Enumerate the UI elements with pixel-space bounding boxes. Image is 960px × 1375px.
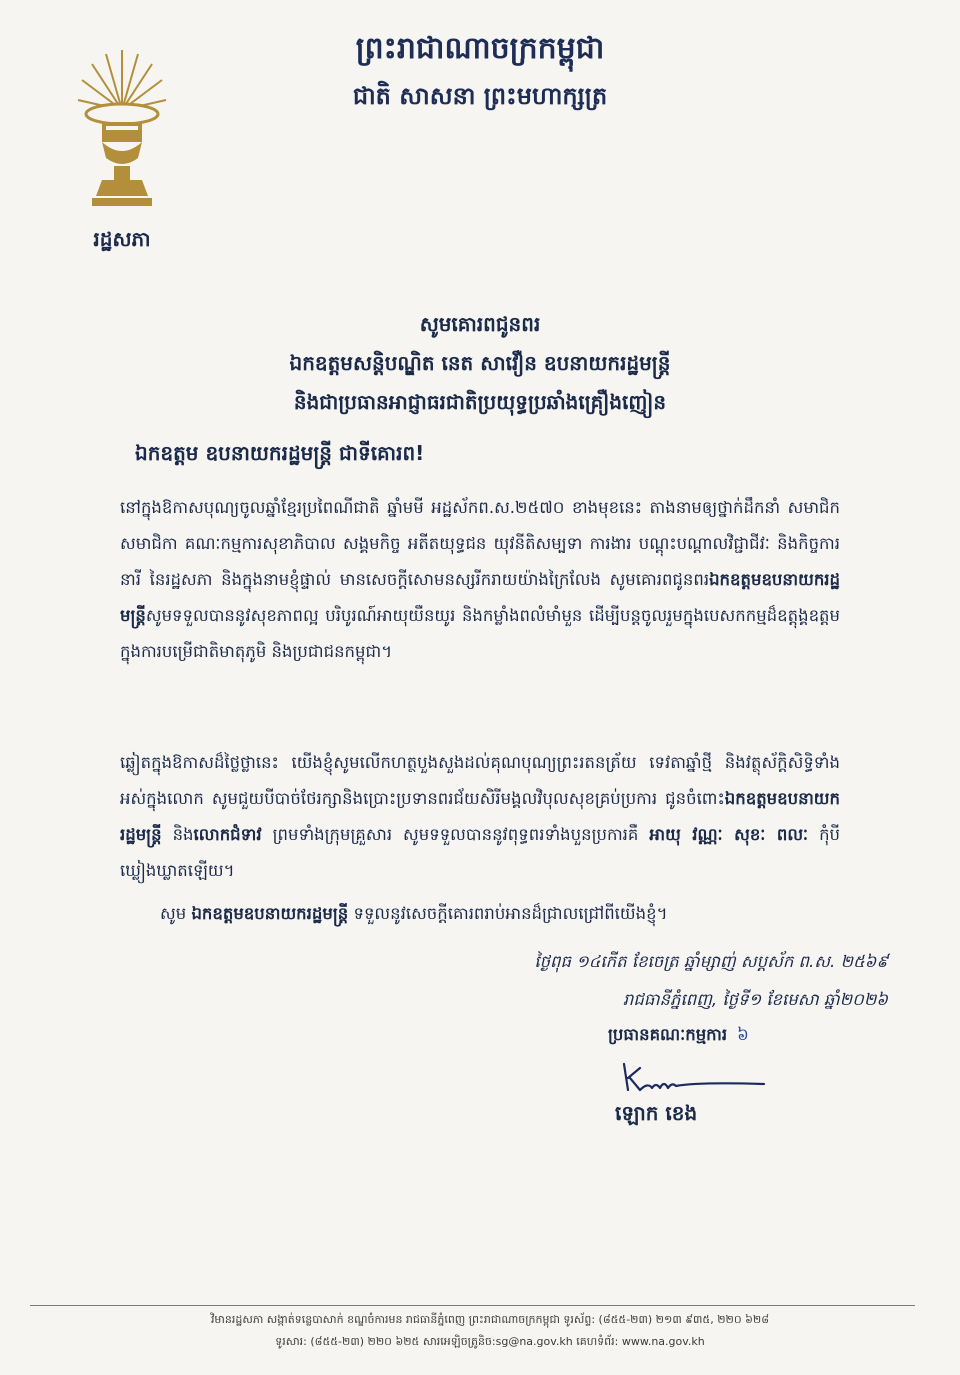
institution-name: រដ្ឋសភា bbox=[93, 227, 151, 251]
closing-line bbox=[160, 896, 860, 932]
p1-text-a: នៅក្នុងឱកាសបុណ្យចូលឆ្នាំខ្មែរប្រពៃណីជាតិ ឆ្នាំមមី អដ្ឋស័កព.ស.២៥៧០ ខាងមុខនេះ តាងនាមឲ្យថ្នាក់ដឹកនាំ សមាជិក សមាជិកា គណៈកម្មការសុខាភិបាល សង្គមកិច្ច អតីតយុទ្ធជន យុវនីតិសម្បទា ការងារ បណ្តុះបណ្តាលវិជ្ជាជីវៈ និងកិច្ចការនារី នៃរដ្ឋសភា និងក្នុងនាមខ្ញុំផ្ទាល់ មានសេចក្តីសោមនស្សរីករាយយ៉ាងក្រៃលែង សូមគោរពជូនពរ bbox=[120, 498, 840, 589]
footer-address: វិមានរដ្ឋសភា សង្កាត់ទន្លេបាសាក់ ខណ្ឌចំការមន រាជធានីភ្នំពេញ ព្រះរាជាណាចក្រកម្ពុជា ទូរស័ព្ទ: (៨៥៥-២៣) ២១៣ ៩៣៥, ២២០ ៦២៨ bbox=[210, 1313, 770, 1326]
lunar-date: ថ្ងៃពុធ ១៤កើត ខែចេត្រ ឆ្នាំម្សាញ់ សប្តស័ក ព.ស. ២៥៦៩ bbox=[534, 952, 888, 971]
title-line-3: និងជាប្រធានអាជ្ញាធរជាតិប្រយុទ្ធប្រឆាំងគ្រឿងញៀន bbox=[293, 390, 667, 414]
kingdom-title: ព្រះរាជាណាចក្រកម្ពុជា bbox=[355, 31, 605, 66]
signatory-name: ឡោក ខេង bbox=[615, 1101, 698, 1125]
p2-bold-title: ឯកឧត្តមឧបនាយករដ្ឋមន្ត្រី bbox=[120, 789, 840, 844]
salutation: ឯកឧត្តម ឧបនាយករដ្ឋមន្ត្រី ជាទីគោរព! bbox=[135, 441, 425, 465]
p1-bold-title: ឯកឧត្តមឧបនាយករដ្ឋមន្ត្រី bbox=[120, 570, 840, 625]
closing-text-b: ទទួលនូវសេចក្តីគោរពរាប់អានដ៏ជ្រាលជ្រៅពីយើងខ្ញុំ។ bbox=[353, 904, 668, 923]
p2-bold-blessings: អាយុ វណ្ណៈ សុខៈ ពលៈ bbox=[649, 825, 809, 844]
p2-text-b: និង bbox=[172, 825, 194, 844]
committee-number: ៦ bbox=[737, 1025, 749, 1044]
handwritten-signature-icon bbox=[618, 1060, 768, 1100]
body-paragraph-2 bbox=[120, 745, 840, 889]
position-label: ប្រធានគណៈកម្មការ bbox=[608, 1025, 728, 1044]
title-line-2: ឯកឧត្តមសន្តិបណ្ឌិត នេត សាវឿន ឧបនាយករដ្ឋមន្ត្រី bbox=[289, 351, 671, 375]
national-assembly-emblem-icon bbox=[72, 48, 172, 218]
p2-text-c: ព្រមទាំងក្រុមគ្រួសារ សូមទទួលបាននូវពុទ្ធពរទាំងបួនប្រការគឺ bbox=[272, 825, 639, 844]
p2-bold-spouse: លោកជំទាវ bbox=[193, 825, 262, 844]
footer-contact: ទូរសារ: (៨៥៥-២៣) ២២០ ៦២៥ សារអេឡិចត្រូនិច:sg@na.gov.kh គេហទំព័រ: www.na.gov.kh bbox=[275, 1335, 705, 1348]
body-paragraph-1 bbox=[120, 490, 840, 670]
closing-bold-title: ឯកឧត្តមឧបនាយករដ្ឋមន្ត្រី bbox=[191, 904, 349, 923]
signatory-position bbox=[608, 1018, 749, 1052]
kingdom-header bbox=[300, 28, 660, 116]
title-line-1: សូមគោរពជូនពរ bbox=[419, 312, 541, 336]
national-motto: ជាតិ សាសនា ព្រះមហាក្សត្រ bbox=[352, 82, 608, 110]
p1-text-b: សូមទទួលបាននូវសុខភាពល្អ បរិបូរណ៍អាយុយឺនយូរ និងកម្លាំងពលំមាំមួន ដើម្បីបន្តចូលរួមក្នុងបេសកកម្មដ៏ឧត្តុង្គឧត្តមក្នុងការបម្រើជាតិមាតុភូមិ និងប្រជាជនកម្ពុជា។ bbox=[120, 606, 840, 661]
footer-divider bbox=[30, 1305, 915, 1306]
letter-title bbox=[160, 305, 800, 422]
closing-text-a: សូម bbox=[160, 904, 187, 923]
p2-text-d: កុំបីឃ្លៀងឃ្លាតឡើយ។ bbox=[120, 825, 841, 880]
solar-date: រាជធានីភ្នំពេញ, ថ្ងៃទី១ ខែមេសា ឆ្នាំ២០២៦ bbox=[622, 990, 888, 1009]
p2-text-a: ឆ្លៀតក្នុងឱកាសដ៏ថ្លៃថ្លានេះ យើងខ្ញុំសូមលើកហត្ថបួងសួងដល់គុណបុណ្យព្រះរតនត្រ័យ ទេវតាឆ្នាំថ្មី និងវត្ថុស័ក្តិសិទ្ធិទាំងអស់ក្នុងលោក សូមជួយបីបាច់ថែរក្សានិងប្រោះប្រទានពរជ័យសិរីមង្គលវិបុលសុខគ្រប់ប្រការ ជូនចំពោះ bbox=[120, 753, 840, 808]
